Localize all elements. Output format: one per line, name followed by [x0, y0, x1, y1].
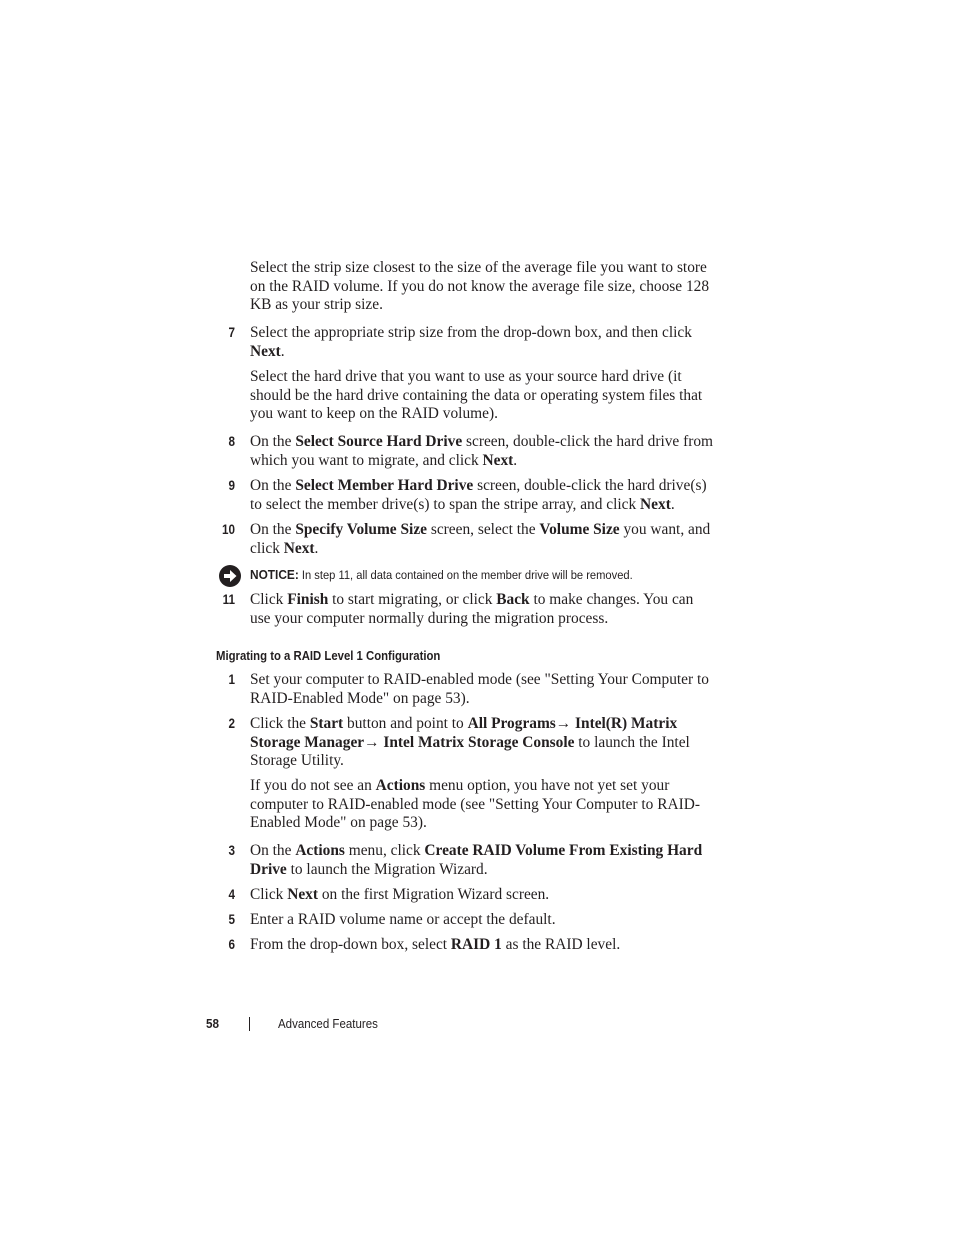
text-run: to launch the Intel Storage Utility. [250, 733, 690, 770]
text-run: Select the strip size closest to the size of the average file you want to store on the RAID volume. If you do not know the average file size, choose 128 KB as your strip size. [250, 259, 710, 314]
text-run: On the [250, 842, 296, 859]
raid1-step-5-text [250, 911, 716, 930]
text-run: menu, click [344, 842, 425, 859]
text-run: Click [250, 886, 288, 903]
ui-term: Next [250, 342, 281, 360]
source-drive-paragraph [250, 368, 716, 424]
raid1-step-3-text [250, 842, 716, 879]
ui-term: Create RAID Volume From Existing Hard Drive [250, 842, 703, 878]
text-run: to launch the Migration Wizard. [286, 860, 488, 878]
section-heading: Migrating to a RAID Level 1 Configuration [216, 648, 441, 663]
step-8-text [250, 433, 716, 470]
text-run: as the RAID level. [501, 936, 621, 953]
footer-section-title: Advanced Features [278, 1016, 378, 1031]
ui-term: Next [482, 451, 514, 469]
raid1-step-2-text [250, 715, 716, 771]
text-run: screen, select the [427, 521, 540, 538]
text-run: button and point to [343, 715, 468, 732]
notice-label: NOTICE: [250, 567, 299, 582]
raid1-step-4-text [250, 886, 716, 905]
notice-text [250, 566, 633, 584]
text-run: Enter a RAID volume name or accept the default. [250, 911, 556, 928]
step-number: 1 [228, 672, 235, 687]
text-run: to start migrating, or click [328, 591, 497, 608]
text-run: On the [250, 433, 296, 450]
text-run: . [280, 342, 285, 360]
notice-message: In step 11, all data contained on the member drive will be removed. [298, 568, 633, 582]
text-run: screen, double-click the hard drive(s) to select the member drive(s) to span the stripe array, and click [250, 477, 707, 513]
step-7-text [250, 324, 716, 361]
step-number: 3 [228, 843, 235, 858]
ui-term: Next [287, 886, 318, 903]
text-run: Click [250, 591, 288, 608]
ui-term: Specify Volume Size [295, 521, 427, 538]
text-run: . [670, 495, 675, 513]
ui-term: Actions [295, 842, 345, 859]
step-number: 5 [228, 912, 235, 927]
text-run: screen, double-click the hard drive from which you want to migrate, and click [250, 433, 714, 469]
strip-size-intro-paragraph [250, 259, 716, 315]
text-run: Click the [250, 715, 310, 732]
ui-term: All Programs→ Intel(R) Matrix Storage Manager→ Intel Matrix Storage Console [250, 715, 678, 751]
notice-arrow-icon [219, 565, 241, 587]
step-number: 2 [228, 716, 235, 731]
step-number: 7 [228, 325, 235, 340]
ui-term: Next [283, 539, 315, 557]
step-number: 4 [228, 887, 235, 902]
text-run: Select the hard drive that you want to use as your source hard drive (it should be the hard drive containing the data or operating system files that you want to keep on the RAID volume). [250, 368, 703, 423]
ui-term: Back [496, 591, 530, 608]
step-11-text [250, 591, 716, 628]
ui-term: RAID 1 [450, 936, 502, 953]
raid1-step-6-text [250, 936, 716, 955]
ui-term: Volume Size [539, 521, 620, 538]
text-run: on the first Migration Wizard screen. [317, 886, 550, 903]
ui-term: Start [309, 715, 344, 732]
text-run: On the [250, 521, 296, 538]
raid1-step-1-text [250, 671, 716, 708]
footer-divider [249, 1017, 250, 1031]
text-run: Select the appropriate strip size from the drop-down box, and then click [250, 324, 692, 341]
text-run: Set your computer to RAID-enabled mode (see "Setting Your Computer to RAID-Enabled Mode" on page 53). [250, 671, 709, 707]
text-run: you want, and click [250, 521, 711, 557]
ui-term: Actions [375, 777, 426, 794]
text-run: to make changes. You can use your computer normally during the migration process. [250, 591, 694, 627]
text-run: menu option, you have not yet set your computer to RAID-enabled mode (see "Setting Your Computer to RAID-Enabled Mode" on page 53). [250, 777, 700, 832]
page-number: 58 [206, 1016, 220, 1031]
step-9-text [250, 477, 716, 514]
step-number: 11 [222, 592, 235, 607]
step-number: 6 [228, 937, 235, 952]
text-run: . [314, 539, 319, 557]
ui-term: Next [640, 495, 671, 513]
step-number: 10 [221, 522, 235, 537]
step-number: 9 [228, 478, 235, 493]
text-run: From the drop-down box, select [250, 936, 451, 953]
ui-term: Finish [287, 591, 329, 608]
text-run: On the [250, 477, 296, 494]
ui-term: Select Member Hard Drive [295, 477, 474, 494]
actions-menu-paragraph [250, 777, 716, 833]
text-run: If you do not see an [250, 777, 376, 794]
ui-term: Select Source Hard Drive [295, 433, 463, 450]
text-run: . [513, 451, 518, 469]
step-number: 8 [228, 434, 235, 449]
step-10-text [250, 521, 716, 558]
